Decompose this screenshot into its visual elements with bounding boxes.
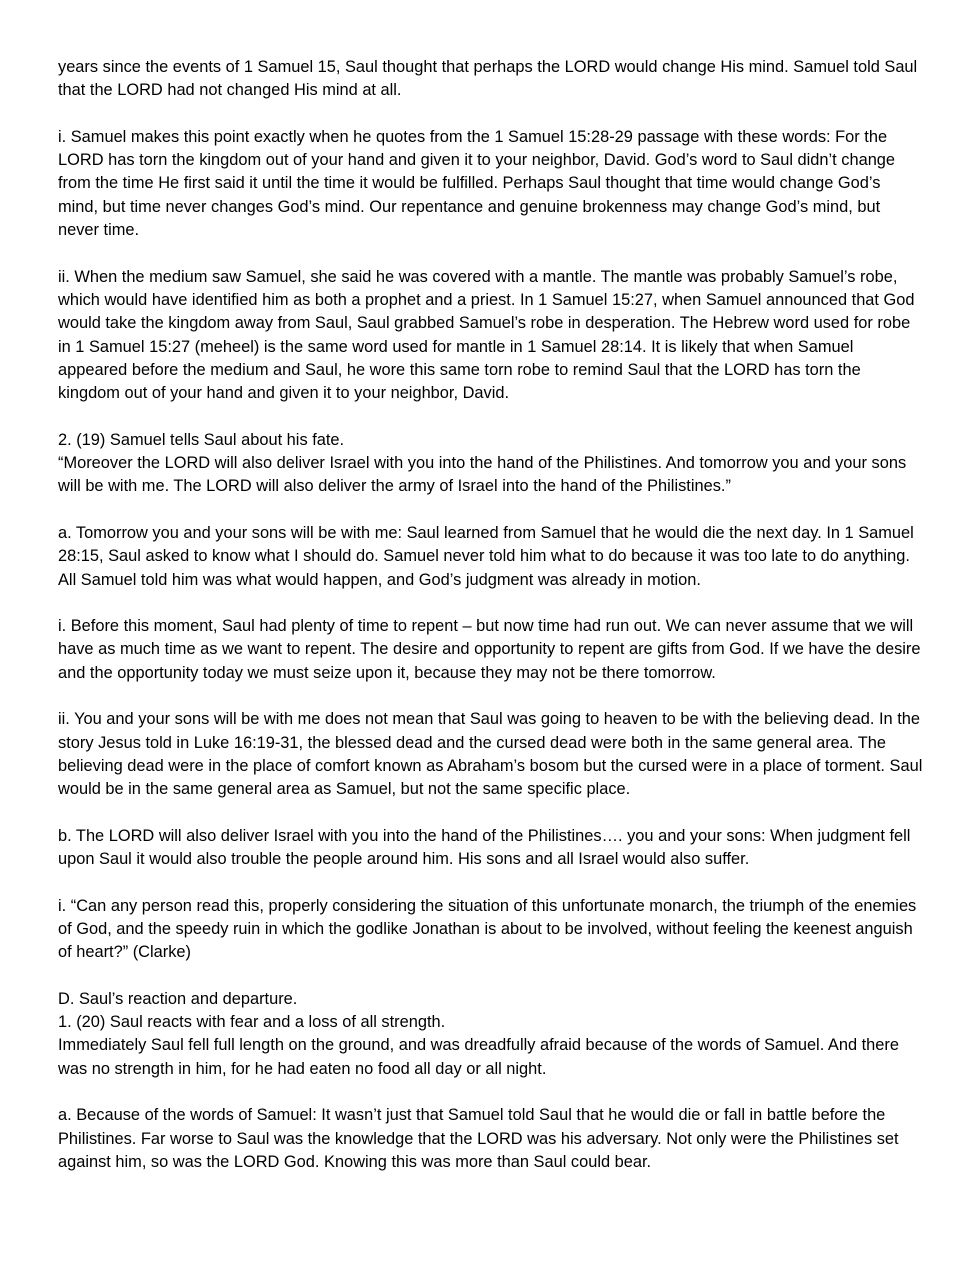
- paragraph-point-a-words-of-samuel: a. Because of the words of Samuel: It wasn’t just that Samuel told Saul that he would die or fall in battle before the Philistines. Far worse to Saul was the knowledge that the LORD was his adversary. Not only were the Philistines set against him, so was the LORD God. Knowing this was more than Saul could bear.: [58, 1106, 899, 1171]
- paragraph-point-i-clarke-quote: i. “Can any person read this, properly considering the situation of this unfortunate monarch, the triumph of the enemies of God, and the speedy ruin in which the godlike Jonathan is about to be involved, without feeling the keenest anguish of heart?” (Clarke): [58, 896, 917, 962]
- paragraph-continuation: years since the events of 1 Samuel 15, Saul thought that perhaps the LORD would change His mind. Samuel told Saul that the LORD had not changed His mind at all.: [58, 58, 918, 100]
- paragraph-point-b-judgment: b. The LORD will also deliver Israel with you into the hand of the Philistines…. you and your sons: When judgment fell upon Saul it would also trouble the people around him. His sons and all Israel would also suffer.: [58, 826, 911, 869]
- section-heading-d-reaction: D. Saul’s reaction and departure.: [58, 989, 298, 1008]
- section-heading-saul-reacts: 1. (20) Saul reacts with fear and a loss of all strength.: [58, 1013, 446, 1032]
- paragraph-point-a-tomorrow: a. Tomorrow you and your sons will be with me: Saul learned from Samuel that he would die the next day. In 1 Samuel 28:15, Saul asked to know what I should do. Samuel never told him what to do because it was too late to do anything. All Samuel told him was what would happen, and God’s judgment was already in motion.: [58, 523, 914, 589]
- scripture-quote-verse-20: Immediately Saul fell full length on the ground, and was dreadfully afraid because of the words of Samuel. And there was no strength in him, for he had eaten no food all day or all night.: [58, 1036, 899, 1078]
- paragraph-point-ii-mantle: ii. When the medium saw Samuel, she said he was covered with a mantle. The mantle was probably Samuel’s robe, which would have identified him as both a prophet and a priest. In 1 Samuel 15:27, when Samuel announced that God would take the kingdom away from Saul, Saul grabbed Samuel’s robe in desperation. The Hebrew word used for robe in 1 Samuel 15:27 (meheel) is the same word used for mantle in 1 Samuel 28:14. It is likely that when Samuel appeared before the medium and Saul, he wore this same torn robe to remind Saul that the LORD has torn the kingdom out of your hand and given it to your neighbor, David.: [58, 267, 915, 403]
- document-page: [58, 56, 924, 1198]
- section-heading-samuel-tells-fate: 2. (19) Samuel tells Saul about his fate.: [58, 430, 345, 449]
- paragraph-point-i-repent: i. Before this moment, Saul had plenty of time to repent – but now time had run out. We can never assume that we will have as much time as we want to repent. The desire and opportunity to repent are gifts from God. If we have the desire and the opportunity today we must seize upon it, because they may not be there tomorrow.: [58, 617, 921, 682]
- paragraph-point-i-torn-kingdom: i. Samuel makes this point exactly when he quotes from the 1 Samuel 15:28-29 passage with these words: For the LORD has torn the kingdom out of your hand and given it to your neighbor, David. God’s word to Saul didn’t change from the time He first said it until the time it would be fulfilled. Perhaps Saul thought that time would change God’s mind, but time never changes God’s mind. Our repentance and genuine brokenness may change God’s mind, but never time.: [58, 127, 896, 240]
- scripture-quote-verse-19: “Moreover the LORD will also deliver Israel with you into the hand of the Philistines. And tomorrow you and your sons will be with me. The LORD will also deliver the army of Israel into the hand of the Philistines.”: [58, 454, 907, 496]
- paragraph-point-ii-believing-dead: ii. You and your sons will be with me does not mean that Saul was going to heaven to be with the believing dead. In the story Jesus told in Luke 16:19-31, the blessed dead and the cursed dead were both in the same general area. The believing dead were in the place of comfort known as Abraham’s bosom but the cursed were in a place of torment. Saul would be in the same general area as Samuel, but not the same specific place.: [58, 710, 923, 799]
